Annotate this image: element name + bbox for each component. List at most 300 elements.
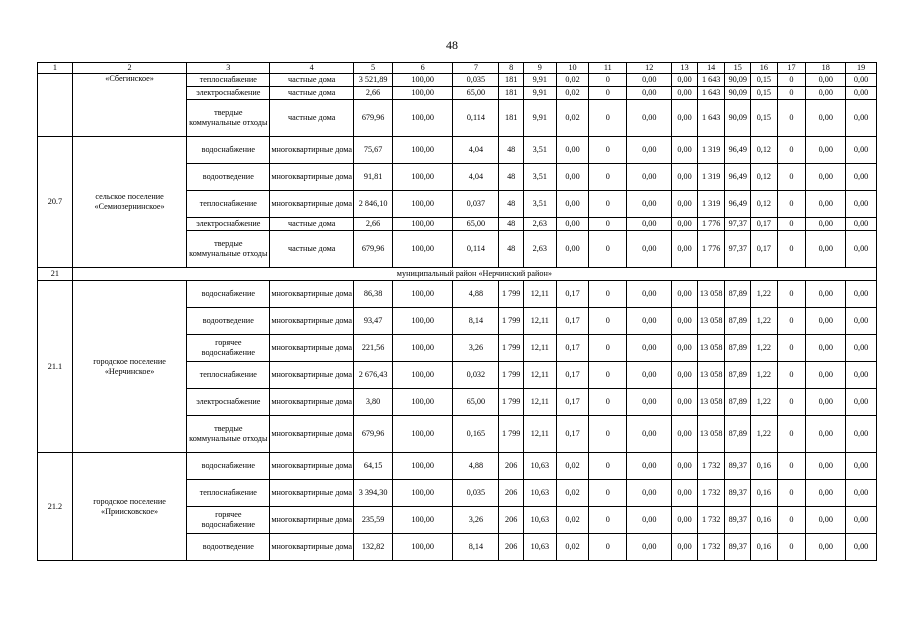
service-cell: горячее водоснабжение — [187, 507, 270, 534]
column-number-18: 18 — [806, 63, 846, 74]
value-cell: 100,00 — [393, 191, 453, 218]
value-cell: 0,00 — [627, 100, 672, 137]
value-cell: 0,00 — [806, 362, 846, 389]
table-row — [38, 281, 877, 308]
value-cell: 9,91 — [523, 100, 556, 137]
value-cell: 64,15 — [354, 453, 393, 480]
value-cell: 0,00 — [806, 74, 846, 87]
value-cell: 0,00 — [672, 507, 698, 534]
value-cell: 0,02 — [556, 87, 589, 100]
value-cell: 0,00 — [627, 137, 672, 164]
value-cell: 0,00 — [672, 100, 698, 137]
value-cell: 65,00 — [453, 87, 499, 100]
housing-type-cell: многоквартирные дома — [270, 534, 354, 561]
column-number-8: 8 — [499, 63, 524, 74]
value-cell: 0 — [589, 308, 627, 335]
value-cell: 0,00 — [627, 416, 672, 453]
value-cell: 206 — [499, 507, 524, 534]
housing-type-cell: многоквартирные дома — [270, 389, 354, 416]
tariff-table — [37, 62, 877, 561]
value-cell: 1 732 — [697, 507, 725, 534]
value-cell: 87,89 — [725, 281, 751, 308]
value-cell: 0,00 — [806, 87, 846, 100]
housing-type-cell: частные дома — [270, 100, 354, 137]
value-cell: 0,16 — [751, 480, 778, 507]
value-cell: 0,00 — [806, 308, 846, 335]
settlement-name: сельское поселение «Семиозернинское» — [72, 137, 187, 268]
value-cell: 0,00 — [846, 231, 877, 268]
value-cell: 10,63 — [523, 534, 556, 561]
value-cell: 0,02 — [556, 480, 589, 507]
value-cell: 0 — [777, 308, 806, 335]
value-cell: 0,00 — [556, 137, 589, 164]
value-cell: 0,00 — [627, 164, 672, 191]
service-cell: теплоснабжение — [187, 480, 270, 507]
value-cell: 0 — [777, 74, 806, 87]
column-number-19: 19 — [846, 63, 877, 74]
value-cell: 206 — [499, 480, 524, 507]
value-cell: 90,09 — [725, 74, 751, 87]
value-cell: 0,00 — [806, 416, 846, 453]
value-cell: 89,37 — [725, 534, 751, 561]
value-cell: 181 — [499, 87, 524, 100]
value-cell: 1,22 — [751, 416, 778, 453]
value-cell: 0 — [777, 191, 806, 218]
value-cell: 1 732 — [697, 480, 725, 507]
value-cell: 100,00 — [393, 308, 453, 335]
value-cell: 0,114 — [453, 231, 499, 268]
value-cell: 0 — [777, 335, 806, 362]
housing-type-cell: многоквартирные дома — [270, 362, 354, 389]
value-cell: 0,00 — [627, 507, 672, 534]
value-cell: 181 — [499, 100, 524, 137]
value-cell: 0,00 — [806, 191, 846, 218]
value-cell: 100,00 — [393, 74, 453, 87]
value-cell: 87,89 — [725, 362, 751, 389]
value-cell: 2,63 — [523, 231, 556, 268]
value-cell: 3,51 — [523, 137, 556, 164]
value-cell: 13 058 — [697, 416, 725, 453]
value-cell: 1 732 — [697, 453, 725, 480]
value-cell: 3,51 — [523, 191, 556, 218]
value-cell: 1 799 — [499, 335, 524, 362]
settlement-index: 21.1 — [38, 281, 73, 453]
value-cell: 0 — [589, 218, 627, 231]
column-number-9: 9 — [523, 63, 556, 74]
service-cell: электроснабжение — [187, 389, 270, 416]
value-cell: 0,00 — [846, 191, 877, 218]
value-cell: 100,00 — [393, 362, 453, 389]
value-cell: 206 — [499, 534, 524, 561]
value-cell: 0,02 — [556, 74, 589, 87]
value-cell: 0,00 — [846, 453, 877, 480]
value-cell: 48 — [499, 218, 524, 231]
value-cell: 0 — [777, 137, 806, 164]
value-cell: 1 799 — [499, 362, 524, 389]
value-cell: 100,00 — [393, 164, 453, 191]
value-cell: 0,17 — [556, 389, 589, 416]
value-cell: 0,00 — [846, 416, 877, 453]
value-cell: 1 732 — [697, 534, 725, 561]
value-cell: 3,26 — [453, 335, 499, 362]
value-cell: 0,035 — [453, 74, 499, 87]
section-title: муниципальный район «Нерчинский район» — [72, 268, 876, 281]
column-number-3: 3 — [187, 63, 270, 74]
value-cell: 97,37 — [725, 218, 751, 231]
value-cell: 0,00 — [672, 164, 698, 191]
value-cell: 0,12 — [751, 164, 778, 191]
value-cell: 0 — [589, 137, 627, 164]
value-cell: 0,00 — [806, 335, 846, 362]
value-cell: 4,04 — [453, 137, 499, 164]
value-cell: 1 643 — [697, 87, 725, 100]
value-cell: 1,22 — [751, 389, 778, 416]
value-cell: 0,00 — [846, 218, 877, 231]
value-cell: 0 — [777, 87, 806, 100]
value-cell: 0,12 — [751, 191, 778, 218]
value-cell: 0 — [589, 453, 627, 480]
value-cell: 0,16 — [751, 507, 778, 534]
column-number-11: 11 — [589, 63, 627, 74]
service-cell: водоотведение — [187, 534, 270, 561]
value-cell: 75,67 — [354, 137, 393, 164]
value-cell: 90,09 — [725, 87, 751, 100]
value-cell: 3 394,30 — [354, 480, 393, 507]
value-cell: 8,14 — [453, 534, 499, 561]
value-cell: 0,00 — [846, 281, 877, 308]
value-cell: 3 521,89 — [354, 74, 393, 87]
section-index: 21 — [38, 268, 73, 281]
value-cell: 90,09 — [725, 100, 751, 137]
value-cell: 10,63 — [523, 453, 556, 480]
value-cell: 0,00 — [846, 308, 877, 335]
value-cell: 100,00 — [393, 281, 453, 308]
value-cell: 86,38 — [354, 281, 393, 308]
page-number: 48 — [446, 38, 458, 52]
value-cell: 65,00 — [453, 218, 499, 231]
value-cell: 0,15 — [751, 100, 778, 137]
value-cell: 0,16 — [751, 534, 778, 561]
value-cell: 100,00 — [393, 335, 453, 362]
value-cell: 0 — [777, 231, 806, 268]
value-cell: 0,00 — [846, 480, 877, 507]
value-cell: 2,63 — [523, 218, 556, 231]
value-cell: 48 — [499, 231, 524, 268]
service-cell: твердые коммунальные отходы — [187, 100, 270, 137]
value-cell: 0,00 — [627, 480, 672, 507]
value-cell: 87,89 — [725, 389, 751, 416]
housing-type-cell: многоквартирные дома — [270, 507, 354, 534]
value-cell: 2 846,10 — [354, 191, 393, 218]
settlement-index: 20.7 — [38, 137, 73, 268]
value-cell: 100,00 — [393, 453, 453, 480]
value-cell: 1 799 — [499, 416, 524, 453]
value-cell: 3,26 — [453, 507, 499, 534]
value-cell: 100,00 — [393, 218, 453, 231]
service-cell: водоотведение — [187, 308, 270, 335]
housing-type-cell: частные дома — [270, 87, 354, 100]
settlement-name: городское поселение «Нерчинское» — [72, 281, 187, 453]
value-cell: 0 — [589, 74, 627, 87]
value-cell: 0 — [777, 507, 806, 534]
value-cell: 679,96 — [354, 100, 393, 137]
service-cell: электроснабжение — [187, 87, 270, 100]
value-cell: 0,00 — [627, 231, 672, 268]
value-cell: 0,00 — [627, 362, 672, 389]
column-number-16: 16 — [751, 63, 778, 74]
value-cell: 1 776 — [697, 218, 725, 231]
value-cell: 3,51 — [523, 164, 556, 191]
value-cell: 87,89 — [725, 335, 751, 362]
column-number-4: 4 — [270, 63, 354, 74]
value-cell: 87,89 — [725, 416, 751, 453]
value-cell: 0 — [589, 164, 627, 191]
value-cell: 9,91 — [523, 74, 556, 87]
table-body — [38, 63, 877, 561]
settlement-index: 21.2 — [38, 453, 73, 561]
value-cell: 0 — [777, 281, 806, 308]
value-cell: 0,00 — [672, 416, 698, 453]
value-cell: 206 — [499, 453, 524, 480]
value-cell: 1 319 — [697, 191, 725, 218]
service-cell: водоснабжение — [187, 453, 270, 480]
value-cell: 0,00 — [806, 100, 846, 137]
value-cell: 8,14 — [453, 308, 499, 335]
value-cell: 132,82 — [354, 534, 393, 561]
value-cell: 0,00 — [846, 335, 877, 362]
service-cell: твердые коммунальные отходы — [187, 416, 270, 453]
value-cell: 0,00 — [672, 87, 698, 100]
value-cell: 100,00 — [393, 416, 453, 453]
section-row — [38, 268, 877, 281]
value-cell: 0,00 — [556, 191, 589, 218]
value-cell: 48 — [499, 137, 524, 164]
value-cell: 0 — [777, 164, 806, 191]
value-cell: 65,00 — [453, 389, 499, 416]
value-cell: 1 799 — [499, 308, 524, 335]
value-cell: 0,00 — [672, 281, 698, 308]
housing-type-cell: многоквартирные дома — [270, 335, 354, 362]
value-cell: 0,00 — [627, 191, 672, 218]
service-cell: водоснабжение — [187, 281, 270, 308]
value-cell: 0,037 — [453, 191, 499, 218]
service-cell: горячее водоснабжение — [187, 335, 270, 362]
value-cell: 0,17 — [556, 308, 589, 335]
value-cell: 0,00 — [806, 231, 846, 268]
housing-type-cell: частные дома — [270, 74, 354, 87]
value-cell: 679,96 — [354, 416, 393, 453]
table-row — [38, 74, 877, 87]
value-cell: 0 — [589, 335, 627, 362]
value-cell: 1,22 — [751, 335, 778, 362]
value-cell: 0 — [589, 389, 627, 416]
value-cell: 0,00 — [846, 87, 877, 100]
column-number-7: 7 — [453, 63, 499, 74]
value-cell: 221,56 — [354, 335, 393, 362]
value-cell: 0 — [777, 416, 806, 453]
housing-type-cell: многоквартирные дома — [270, 281, 354, 308]
value-cell: 0,00 — [672, 137, 698, 164]
housing-type-cell: многоквартирные дома — [270, 308, 354, 335]
settlement-name: «Сбегинское» — [72, 74, 187, 137]
value-cell: 100,00 — [393, 389, 453, 416]
value-cell: 0 — [589, 416, 627, 453]
value-cell: 100,00 — [393, 534, 453, 561]
value-cell: 679,96 — [354, 231, 393, 268]
value-cell: 0,17 — [751, 231, 778, 268]
value-cell: 0,035 — [453, 480, 499, 507]
housing-type-cell: многоквартирные дома — [270, 416, 354, 453]
value-cell: 0,00 — [627, 453, 672, 480]
value-cell: 10,63 — [523, 507, 556, 534]
value-cell: 0,00 — [846, 137, 877, 164]
value-cell: 0,17 — [556, 281, 589, 308]
value-cell: 181 — [499, 74, 524, 87]
value-cell: 0,00 — [806, 164, 846, 191]
value-cell: 1 643 — [697, 74, 725, 87]
column-number-6: 6 — [393, 63, 453, 74]
value-cell: 0 — [589, 100, 627, 137]
value-cell: 89,37 — [725, 480, 751, 507]
value-cell: 0 — [589, 480, 627, 507]
value-cell: 0,00 — [672, 218, 698, 231]
value-cell: 0,17 — [556, 362, 589, 389]
value-cell: 0,15 — [751, 87, 778, 100]
value-cell: 100,00 — [393, 231, 453, 268]
value-cell: 13 058 — [697, 308, 725, 335]
settlement-index — [38, 74, 73, 137]
value-cell: 0 — [589, 281, 627, 308]
value-cell: 0,02 — [556, 534, 589, 561]
value-cell: 0,00 — [806, 453, 846, 480]
value-cell: 48 — [499, 164, 524, 191]
value-cell: 0,00 — [556, 231, 589, 268]
value-cell: 0,00 — [672, 191, 698, 218]
value-cell: 96,49 — [725, 164, 751, 191]
value-cell: 0,17 — [556, 335, 589, 362]
value-cell: 0,00 — [806, 218, 846, 231]
value-cell: 48 — [499, 191, 524, 218]
value-cell: 12,11 — [523, 281, 556, 308]
value-cell: 0,00 — [627, 308, 672, 335]
value-cell: 0 — [589, 362, 627, 389]
column-number-17: 17 — [777, 63, 806, 74]
value-cell: 1,22 — [751, 362, 778, 389]
value-cell: 0,02 — [556, 453, 589, 480]
value-cell: 0,00 — [846, 74, 877, 87]
value-cell: 3,80 — [354, 389, 393, 416]
value-cell: 100,00 — [393, 137, 453, 164]
value-cell: 0,00 — [556, 218, 589, 231]
value-cell: 89,37 — [725, 507, 751, 534]
column-number-row — [38, 63, 877, 74]
value-cell: 1 799 — [499, 389, 524, 416]
value-cell: 13 058 — [697, 335, 725, 362]
value-cell: 0,15 — [751, 74, 778, 87]
value-cell: 0,02 — [556, 100, 589, 137]
housing-type-cell: частные дома — [270, 231, 354, 268]
housing-type-cell: многоквартирные дома — [270, 480, 354, 507]
service-cell: электроснабжение — [187, 218, 270, 231]
value-cell: 0 — [589, 534, 627, 561]
value-cell: 0,00 — [806, 534, 846, 561]
service-cell: твердые коммунальные отходы — [187, 231, 270, 268]
value-cell: 100,00 — [393, 507, 453, 534]
value-cell: 0,00 — [846, 362, 877, 389]
value-cell: 0 — [777, 100, 806, 137]
value-cell: 100,00 — [393, 100, 453, 137]
column-number-5: 5 — [354, 63, 393, 74]
value-cell: 0,00 — [672, 389, 698, 416]
value-cell: 1 319 — [697, 137, 725, 164]
value-cell: 0,00 — [672, 74, 698, 87]
value-cell: 0,00 — [672, 362, 698, 389]
value-cell: 0,12 — [751, 137, 778, 164]
value-cell: 97,37 — [725, 231, 751, 268]
value-cell: 0 — [589, 191, 627, 218]
value-cell: 0,00 — [806, 281, 846, 308]
settlement-name: городское поселение «Приисковское» — [72, 453, 187, 561]
value-cell: 100,00 — [393, 87, 453, 100]
value-cell: 0 — [777, 389, 806, 416]
value-cell: 0,17 — [556, 416, 589, 453]
value-cell: 0,16 — [751, 453, 778, 480]
value-cell: 0,00 — [672, 335, 698, 362]
column-number-2: 2 — [72, 63, 187, 74]
value-cell: 0,00 — [627, 281, 672, 308]
value-cell: 0,00 — [672, 453, 698, 480]
value-cell: 0,00 — [846, 389, 877, 416]
value-cell: 0,00 — [806, 137, 846, 164]
value-cell: 0 — [777, 218, 806, 231]
value-cell: 91,81 — [354, 164, 393, 191]
table-row — [38, 137, 877, 164]
value-cell: 2,66 — [354, 87, 393, 100]
service-cell: водоотведение — [187, 164, 270, 191]
value-cell: 0,00 — [806, 389, 846, 416]
value-cell: 13 058 — [697, 281, 725, 308]
value-cell: 0,17 — [751, 218, 778, 231]
housing-type-cell: многоквартирные дома — [270, 164, 354, 191]
value-cell: 0,165 — [453, 416, 499, 453]
value-cell: 1 319 — [697, 164, 725, 191]
value-cell: 0,00 — [627, 87, 672, 100]
value-cell: 87,89 — [725, 308, 751, 335]
value-cell: 0 — [777, 534, 806, 561]
value-cell: 0,00 — [627, 389, 672, 416]
column-number-15: 15 — [725, 63, 751, 74]
value-cell: 0 — [777, 480, 806, 507]
value-cell: 0,00 — [846, 164, 877, 191]
value-cell: 93,47 — [354, 308, 393, 335]
value-cell: 4,88 — [453, 281, 499, 308]
column-number-12: 12 — [627, 63, 672, 74]
value-cell: 0,00 — [806, 480, 846, 507]
table-row — [38, 453, 877, 480]
value-cell: 13 058 — [697, 362, 725, 389]
value-cell: 9,91 — [523, 87, 556, 100]
column-number-13: 13 — [672, 63, 698, 74]
value-cell: 12,11 — [523, 308, 556, 335]
value-cell: 0,00 — [846, 100, 877, 137]
value-cell: 1,22 — [751, 281, 778, 308]
value-cell: 0 — [589, 507, 627, 534]
column-number-10: 10 — [556, 63, 589, 74]
value-cell: 12,11 — [523, 389, 556, 416]
value-cell: 0 — [589, 87, 627, 100]
service-cell: теплоснабжение — [187, 191, 270, 218]
value-cell: 89,37 — [725, 453, 751, 480]
